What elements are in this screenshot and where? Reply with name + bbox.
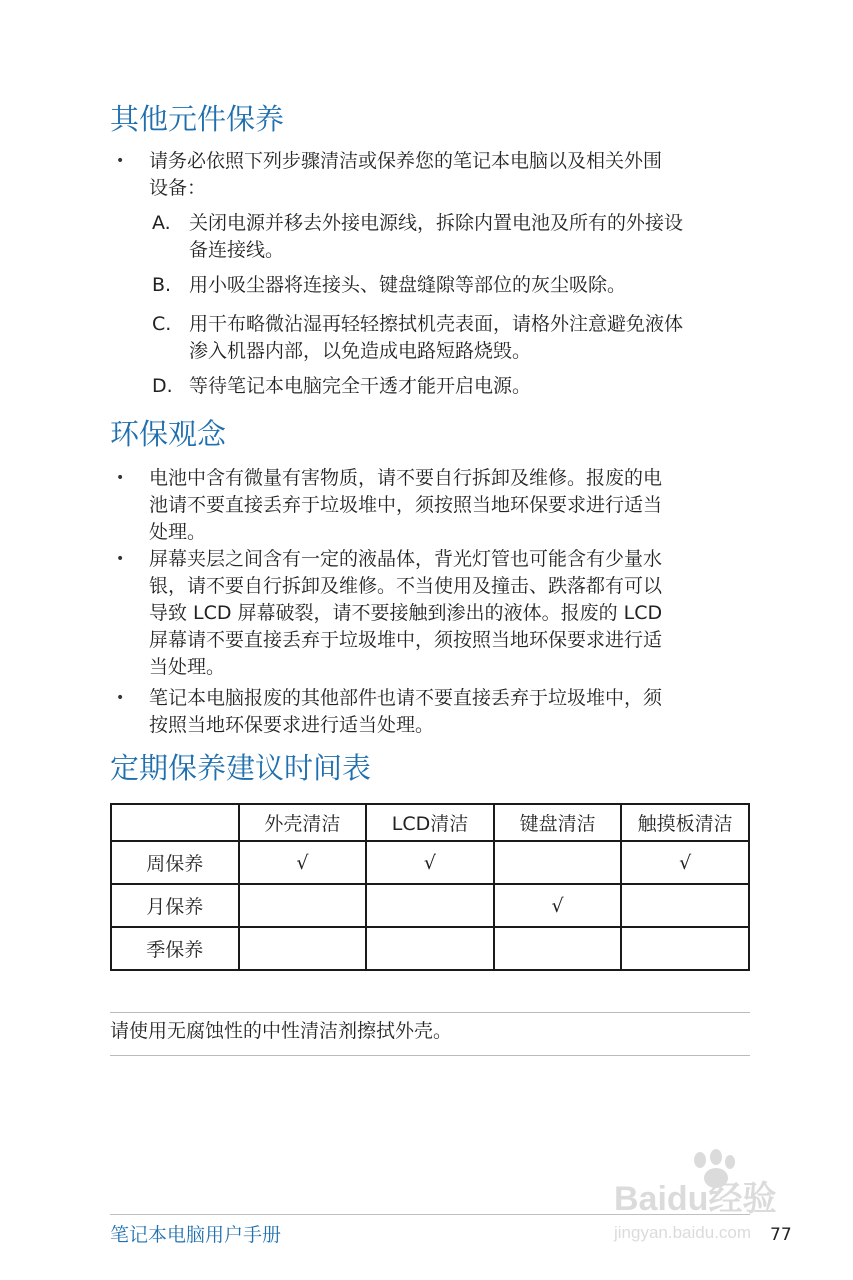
env-line: 当处理。 bbox=[149, 656, 226, 678]
cleaning-note: 请使用无腐蚀性的中性清洁剂擦拭外壳。 bbox=[110, 1020, 453, 1042]
note-bottom-divider bbox=[110, 1055, 750, 1056]
intro-line: 设备： bbox=[149, 177, 207, 199]
intro-paragraph bbox=[149, 148, 662, 202]
check-cell: √ bbox=[621, 841, 749, 884]
check-cell: √ bbox=[366, 841, 494, 884]
step-b bbox=[189, 272, 626, 299]
check-cell bbox=[239, 884, 367, 927]
env-line: 池请不要直接丢弃于垃圾堆中，须按照当地环保要求进行适当 bbox=[149, 494, 663, 516]
footer-divider bbox=[110, 1214, 750, 1215]
env-item-screen bbox=[149, 546, 662, 681]
table-corner-cell bbox=[111, 804, 239, 841]
env-item-battery bbox=[149, 465, 662, 546]
bullet-dot: • bbox=[116, 153, 125, 169]
check-cell bbox=[366, 927, 494, 970]
watermark-url: jingyan.baidu.com bbox=[614, 1223, 752, 1242]
bullet-dot: • bbox=[116, 470, 125, 486]
env-line: 按照当地环保要求进行适当处理。 bbox=[149, 714, 435, 736]
heading-component-care: 其他元件保养 bbox=[110, 102, 285, 136]
step-c bbox=[189, 311, 683, 365]
note-top-divider bbox=[110, 1012, 750, 1013]
check-cell: √ bbox=[239, 841, 367, 884]
step-line: 备连接线。 bbox=[189, 239, 285, 261]
col-header-lcd: LCD清洁 bbox=[366, 804, 494, 841]
env-line: 处理。 bbox=[149, 521, 207, 543]
intro-line: 请务必依照下列步骤清洁或保养您的笔记本电脑以及相关外围 bbox=[149, 150, 663, 172]
heading-environment: 环保观念 bbox=[110, 417, 227, 451]
step-line: 关闭电源并移去外接电源线，拆除内置电池及所有的外接设 bbox=[189, 212, 684, 234]
step-letter: B. bbox=[152, 274, 172, 296]
check-cell bbox=[621, 927, 749, 970]
step-line: 等待笔记本电脑完全干透才能开启电源。 bbox=[189, 375, 532, 397]
watermark-brand: Baidu经验 bbox=[614, 1180, 777, 1218]
step-line: 渗入机器内部，以免造成电路短路烧毁。 bbox=[189, 340, 532, 362]
col-header-touchpad: 触摸板清洁 bbox=[621, 804, 749, 841]
col-header-keyboard: 键盘清洁 bbox=[494, 804, 622, 841]
check-cell bbox=[494, 841, 622, 884]
step-letter: C. bbox=[152, 313, 172, 335]
heading-maintenance-schedule: 定期保养建议时间表 bbox=[110, 751, 372, 785]
step-d bbox=[189, 373, 531, 400]
check-cell bbox=[621, 884, 749, 927]
check-cell bbox=[366, 884, 494, 927]
bullet-dot: • bbox=[116, 551, 125, 567]
footer-manual-title: 笔记本电脑用户手册 bbox=[110, 1224, 282, 1246]
page-number: 77 bbox=[770, 1225, 792, 1245]
table-row bbox=[111, 884, 749, 927]
env-line: 电池中含有微量有害物质，请不要自行拆卸及维修。报废的电 bbox=[149, 467, 663, 489]
table-row bbox=[111, 841, 749, 884]
check-cell bbox=[239, 927, 367, 970]
env-line: 导致 LCD 屏幕破裂，请不要接触到渗出的液体。报废的 LCD bbox=[149, 602, 663, 624]
step-letter: A. bbox=[152, 212, 171, 234]
row-label-weekly: 周保养 bbox=[111, 841, 239, 884]
env-line: 屏幕夹层之间含有一定的液晶体，背光灯管也可能含有少量水 bbox=[149, 548, 663, 570]
env-line: 笔记本电脑报废的其他部件也请不要直接丢弃于垃圾堆中，须 bbox=[149, 687, 663, 709]
step-line: 用小吸尘器将连接头、键盘缝隙等部位的灰尘吸除。 bbox=[189, 274, 627, 296]
maintenance-table bbox=[110, 803, 750, 971]
table-header-row bbox=[111, 804, 749, 841]
table-row bbox=[111, 927, 749, 970]
check-cell: √ bbox=[494, 884, 622, 927]
col-header-shell: 外壳清洁 bbox=[239, 804, 367, 841]
step-line: 用干布略微沾湿再轻轻擦拭机壳表面，请格外注意避免液体 bbox=[189, 313, 684, 335]
check-cell bbox=[494, 927, 622, 970]
bullet-dot: • bbox=[116, 690, 125, 706]
env-line: 屏幕请不要直接丢弃于垃圾堆中，须按照当地环保要求进行适 bbox=[149, 629, 663, 651]
step-a bbox=[189, 210, 683, 264]
row-label-monthly: 月保养 bbox=[111, 884, 239, 927]
step-letter: D. bbox=[152, 375, 173, 397]
row-label-quarterly: 季保养 bbox=[111, 927, 239, 970]
env-line: 银，请不要自行拆卸及维修。不当使用及撞击、跌落都有可以 bbox=[149, 575, 663, 597]
env-item-parts bbox=[149, 685, 662, 739]
